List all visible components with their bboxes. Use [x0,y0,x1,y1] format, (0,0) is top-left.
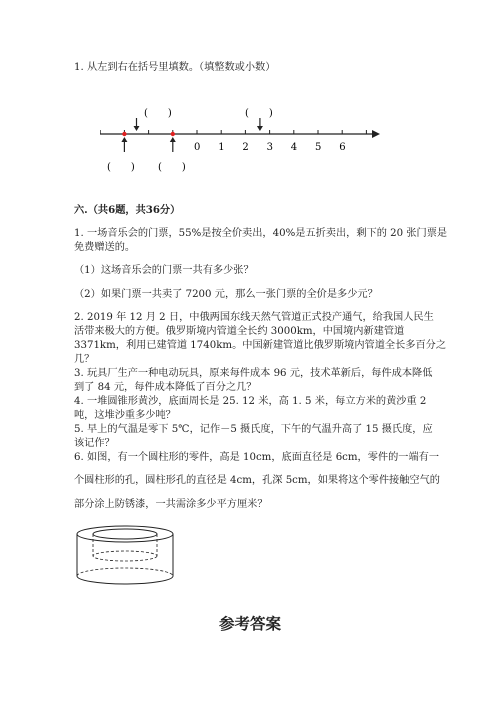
axis-arrowhead [372,130,380,138]
hole-bottom [93,551,157,561]
tick-label: 4 [290,142,298,153]
tick-labels [194,142,346,153]
bracket-above-right: ( ) [245,108,273,119]
q6-6-line-1: 6. 如图，有一个圆柱形的零件，高是 10cm，底面直径是 6cm，零件的一端有一 [74,452,440,463]
answer-section-title: 参考答案 [218,614,281,633]
q6-3-line-2: 到了 84 元，每件成本降低了百分之几？ [74,382,257,393]
arrow-down-head [257,126,263,131]
cylinder-top-rim [77,526,173,542]
tick-label: 2 [242,142,249,153]
arrow-up-head [170,137,176,142]
red-point [122,132,126,136]
bracket-below-right: ( ) [158,162,186,173]
q6-1-line-2: 免费赠送的。 [74,242,136,253]
q6-3-line-1: 3. 玩具厂生产一种电动玩具，原来每件成本 96 元，技术革新后，每件成本降低 [74,368,433,379]
q6-1-sub-1: （1）这场音乐会的门票一共有多少张？ [74,265,254,276]
arrow-down-head [134,126,140,131]
q6-2-line-1: 2. 2019 年 12 月 2 日，中俄两国东线天然气管道正式投产通气，给我国人民生 [74,312,434,323]
tick-label: 1 [218,142,225,153]
q6-1-sub-2: （2）如果门票一共卖了 7200 元，那么一张门票的全价是多少元？ [74,289,378,300]
q6-2-line-4: 几？ [74,354,95,365]
q6-6-line-2: 个圆柱形的孔，圆柱形孔的直径是 4cm，孔深 5cm，如果将这个零件接触空气的 [74,475,440,486]
q6-2-line-3: 3371km，利用已建管道 1740km。中国新建管道比俄罗斯境内管道全长多百分之 [74,340,447,351]
question-1-instruction: 1. 从左到右在括号里填数。（填整数或小数） [74,62,276,73]
q6-1-line-1: 1. 一场音乐会的门票，55%是按全价卖出，40%是五折卖出，剩下的 20 张门票是 [74,228,448,239]
q6-4-line-2: 吨，这堆沙重多少吨？ [74,410,176,421]
arrow-up-head [121,137,127,142]
cylinder-part-figure [70,522,180,590]
cylinder-bottom-front [77,576,173,584]
hole-top-rim [93,529,157,539]
bracket-below-left: ( ) [107,162,135,173]
tick-label: 5 [315,142,322,153]
tick-label: 0 [194,142,201,153]
q6-4-line-1: 4. 一堆圆锥形黄沙，底面周长是 25. 12 米，高 1. 5 米，每立方米的黄沙重 2 [74,396,427,407]
tick-label: 6 [339,142,346,153]
q6-5-line-2: 该记作？ [74,438,115,449]
q6-5-line-1: 5. 早上的气温是零下 5℃，记作－5 摄氏度，下午的气温升高了 15 摄氏度，应 [74,424,433,435]
bracket-above-left: ( ) [144,108,172,119]
q6-2-line-2: 活带来极大的方便。俄罗斯境内管道全长约 3000km，中国境内新建管道 [74,326,405,337]
tick-label: 3 [266,142,273,153]
q6-6-line-3: 部分涂上防锈漆，一共需涂多少平方厘米？ [74,499,268,510]
number-line-figure [100,100,390,180]
section-6-heading: 六.（共6题，共36分） [74,204,181,216]
cylinder-bottom-back [77,568,173,576]
red-point [171,132,175,136]
